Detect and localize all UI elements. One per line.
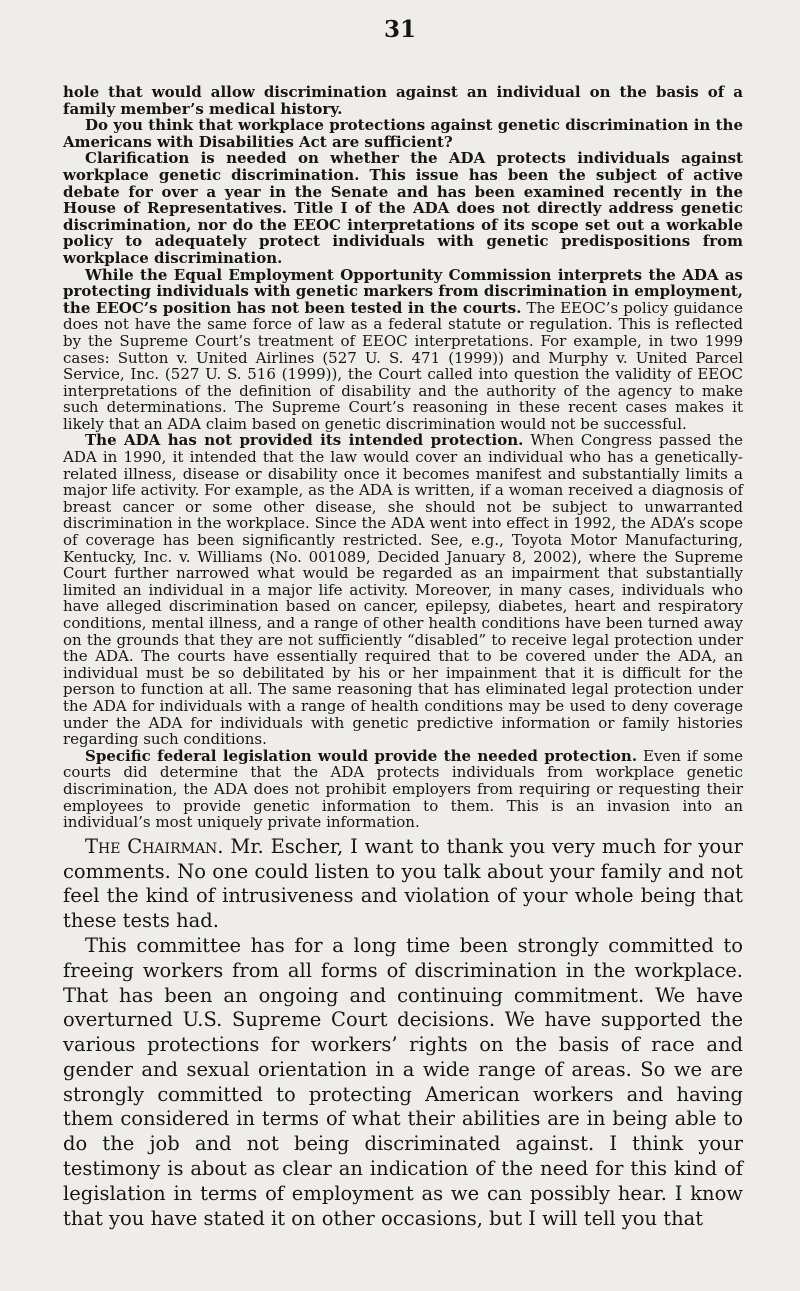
speaker-name: The Chairman. xyxy=(85,834,224,858)
paragraph-text: Mr. Escher, I want to thank you very much for your comments. No one could listen to you talk about your family and not feel the kind of intrusiveness and violation of your whole being that these tests had. xyxy=(63,834,743,933)
chairman-remarks xyxy=(63,835,743,934)
paragraph xyxy=(63,150,743,266)
paragraph-text: Even if some courts did determine that the ADA protects individuals from workplace genetic discrimination, the ADA does not prohibit employers from requiring or requesting their employees to provide genetic information to them. This is an invasion into an individual’s most uniquely private information. xyxy=(63,746,743,832)
paragraph-text: hole that would allow discrimination against an individual on the basis of a family member’s medical history. xyxy=(63,83,743,118)
question-paragraph xyxy=(63,117,743,150)
paragraph-text: When Congress passed the ADA in 1990, it intended that the law would cover an individual who has a genetically-related illness, disease or disability once it becomes manifest and substantially limits a major life activity. For example, as the ADA is written, if a woman received a diagnosis of breast cancer or some other disease, she should not be subject to unwarranted discrimination in the workplace. Since the ADA went into effect in 1992, the ADA’s scope of coverage has been significantly restricted. See, e.g., Toyota Motor Manufacturing, Kentucky, Inc. v. Williams (No. 001089, Decided January 8, 2002), where the Supreme Court further narrowed what would be regarded as an impairment that substantially limited an individual in a major life activity. Moreover, in many cases, individuals who have alleged discrimination based on cancer, epilepsy, diabetes, heart and respiratory conditions, mental illness, and a range of other health conditions have been turned away on the grounds that they are not sufficiently “disabled” to receive legal protection under the ADA. The courts have essentially required that to be covered under the ADA, an individual must be so debilitated by his or her impainment that it is difficult for the person to function at all. The same reasoning that has eliminated legal protection under the ADA for individuals with a range of health conditions may be used to deny coverage under the ADA for individuals with genetic predictive information or family histories regarding such conditions. xyxy=(63,431,743,749)
paragraph-heading: Specific federal legislation would provide the needed protection. xyxy=(85,746,638,765)
paragraph-text: Clarification is needed on whether the ADA protects individuals against workplace genetic discrimination. This issue has been the subject of active debate for over a year in the Senate and has been examined recently in the House of Representatives. Title I of the ADA does not directly address genetic discrimination, nor do the EEOC interpretations of its scope set out a workable policy to adequately protect individuals with genetic predispositions from workplace discrimination. xyxy=(63,149,743,267)
page-number: 31 xyxy=(383,16,416,43)
paragraph xyxy=(63,432,743,747)
paragraph-heading: The ADA has not provided its intended protection. xyxy=(85,431,524,450)
paragraph-text: The EEOC’s policy guidance does not have the same force of law as a federal statute or regulation. This is reflected by the Supreme Court’s treatment of EEOC interpretations. For example, in two 1999 cases: Sutton v. United Airlines (527 U. S. 471 (1999)) and Murphy v. United Parcel Service, Inc. (527 U. S. 516 (1999)), the Court called into question the validity of EEOC interpretations of the definition of disability and the authority of the agency to make such determinations. The Supreme Court’s reasoning in these recent cases makes it likely that an ADA claim based on genetic discrimination would not be successful. xyxy=(63,298,743,433)
paragraph-text: Do you think that workplace protections against genetic discrimination in the Americans with Disabilities Act are sufficient? xyxy=(63,116,743,151)
paragraph xyxy=(63,84,743,117)
paragraph xyxy=(63,934,743,1232)
paragraph xyxy=(63,267,743,433)
paragraph xyxy=(63,748,743,831)
paragraph-text: This committee has for a long time been strongly committed to freeing workers from all forms of discrimination in the workplace. That has been an ongoing and continuing commitment. We have overturned U.S. Supreme Court decisions. We have supported the various protections for workers’ rights on the basis of race and gender and sexual orientation in a wide range of areas. So we are strongly committed to protecting American workers and having them considered in terms of what their abilities are in being able to do the job and not being discriminated against. I think your testimony is about as clear an indication of the need for this kind of legislation in terms of employment as we can possibly hear. I know that you have stated it on other occasions, but I will tell you that xyxy=(63,933,743,1230)
paragraph-heading: While the Equal Employment Opportunity Commission interprets the ADA as protecting individuals with genetic markers from discrimination in employment, the EEOC’s position has not been tested in the courts. xyxy=(63,265,743,317)
body-text xyxy=(63,84,743,1231)
